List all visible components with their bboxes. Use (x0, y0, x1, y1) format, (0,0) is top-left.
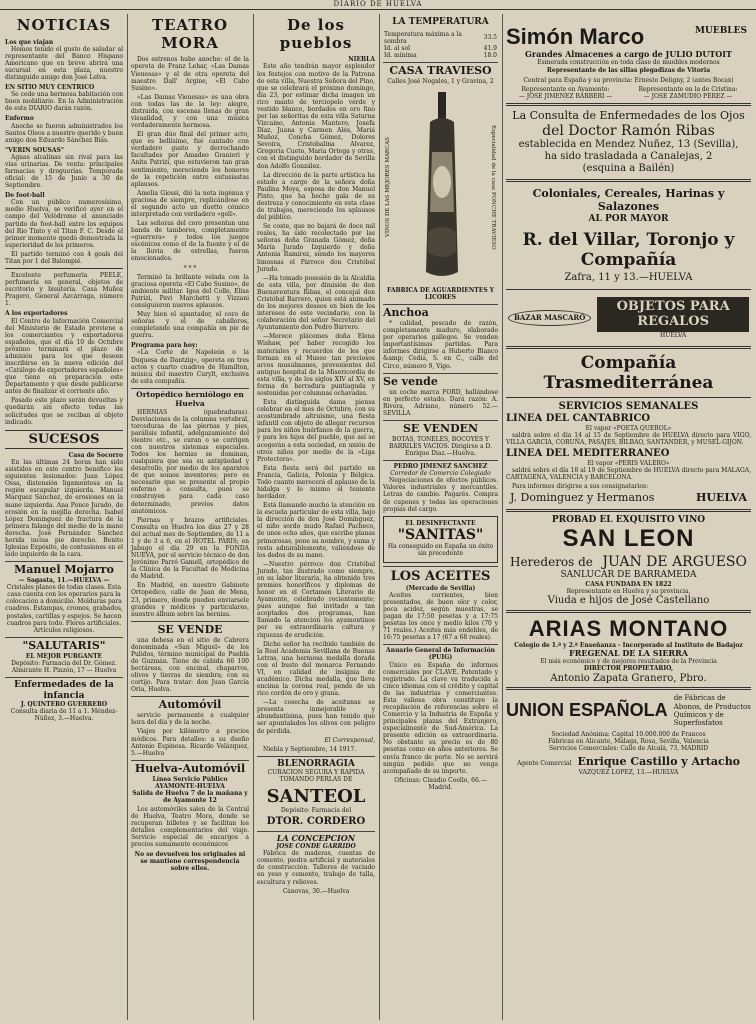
paragraph: Dicho señor ha recibido también de la Real Academia Sevillana de Buenas Letras, una hermosa medalla dorada con el busto del monarca Fernando VI, en calidad de insignia de académico. Dicha medalla, que lleva encima la corona real, pende de un rico cordón de oro y grana. (257, 640, 375, 698)
ad-title: Anchoa (383, 306, 429, 320)
ad-title-union-espanola: UNION ESPAÑOLA (506, 700, 668, 721)
ad-line: Línea Servicio Público (152, 775, 228, 783)
ad-line: Agente Comercial (516, 759, 572, 767)
ad-title: LOS ACEITES (390, 569, 491, 585)
ad-title: Enfermedades de la infancia (14, 679, 114, 701)
subhead: Casa de Socorro (68, 452, 123, 459)
section-title-pueblos: De los pueblos (279, 16, 353, 52)
ad-line: ha sido trasladada a Canalejas, 2 (544, 151, 713, 163)
subhead: "VERIN SOUSAS" (5, 146, 64, 154)
ad-line: JUAN DE ARGUESO (602, 553, 747, 570)
ad-line: La Consulta de Enfermedades de los Ojos (512, 108, 745, 122)
ad-text: HERNIAS (quebraduras). Desviaciones de la columna vertebral, torceduras de las piernas y pies, parálisis infantil, adelgazamiento del vientre etc., se curan o se corrigen con nuestros sistemas especiales. Todos los hernias se dominan, cualquiera que sea su antigüedad y desarrollo, por medio de los aparatos de que somos inventores; pero es necesario que se presente al propio enfermo a consulta, pues se construyen para cada caso determinado, previos datos anatómicos. (131, 408, 249, 515)
ad-text: BOTAS, TONELES, BOCOYES Y BARRILES VACIOS. Dirigirse a D. Enrique Diaz.—Huelva. (388, 435, 493, 458)
ad-line: Zafra, 11 y 13.—HUELVA (564, 272, 693, 284)
cell-label: Id. al sol (384, 44, 411, 52)
ad-line: SANLUCAR DE BARRAMEDA (560, 570, 697, 581)
ad-line: (PUIG) (428, 654, 453, 662)
ad-line: LINEA DEL MEDITERRANEO (506, 447, 670, 459)
paragraph: Dos estrenos hubo anoche: el de la opereta de Franz Lehar, «Las Damas Vienesas» y el de otra opereta del maestro Dall' Argine, «El Cabo Susino». (131, 56, 249, 92)
ad-logo-bazar: BAZAR MASCARÓ (508, 310, 591, 326)
rep-name: — JOSE JIMENEZ BARBERI — (518, 92, 613, 100)
ad-title: Manuel Mojarro (14, 563, 114, 577)
table-row (383, 45, 498, 52)
bottle-illustration (408, 92, 478, 282)
ad-text: servicio permanente a cualquier hora del día y de la noche. (131, 712, 249, 727)
ad-line: establecida en Mendez Nuñez, 13 (Sevilla), (518, 139, 739, 151)
paragraph: —Ha tomado posesión de la Alcaldía de esta villa, por dimisión de don Buenaventura Ribas, el concejal don Cristóbal Barrero, quien está animado de los mejores deseos en bien de los intereses de este vecindario, con la colaboración del señor Secretario del Ayuntamiento don Pedro Barrero. (257, 274, 375, 332)
ad-text: Cánovas, 30.—Huelva (282, 887, 350, 895)
paragraph: El partido terminó con 4 goals del Titan por 1 del Balompié. (5, 250, 123, 265)
subhead: Programa para hoy: (131, 342, 198, 350)
ad-text: No se devuelven los originales ni se mantiene correspondencia sobre ellos. (134, 850, 246, 872)
ad-line: AYAMONTE-HUELVA (155, 782, 225, 790)
ad-text: Calles José Nogales, 1 y Gravina, 2 (387, 77, 494, 85)
ad-title: LA CONCEPCION (276, 832, 356, 843)
ad-title-trasmediterranea: Compañía Trasmediterránea (543, 352, 714, 393)
subhead: Los que viajan (5, 38, 54, 46)
cell-label: Temperatura máxima a la sombra (384, 30, 462, 45)
ad-text: Fábrica de maderas, cuentas de comento, piedra artificial y materiales de construcción. Talleres de vaciado en yeso y cemento, trabajo de talla, escultura y relieves. (257, 850, 375, 886)
ad-line: FREGENAL DE LA SIERRA (569, 647, 688, 658)
paragraph: Con un público numerosísimo, medio Huelva, se verificó ayer en el campo del Velódromo el anunciado partido de foot-ball entre los equipos del Rio Tinto y el Titan F. C. Desde el primer momento quedó demostrada la superioridad de los primeros. (5, 199, 123, 249)
paragraph: —Merece plácemes doña Elena Wishaw, por haber recogido los materiales y recuerdos de los que forman en el Museo tan preciosos arcos musulmanes, provenientes del antiguo hospital de la Misericordia de esta villa, y de los siglos XIV al XV, en forma de herradura puntiaguda y sostenidas por columnas ochavadas. (257, 333, 375, 397)
cell-value: 41.9 (483, 44, 497, 52)
ad-text: Negociaciones de efectos públicos. Valores industriales y mercantiles. Letras de cambio. Pagarés. Compra de cupones y todas las operaciones propias del cargo. (383, 477, 498, 513)
ad-text: un coche marca FORD, hallándose en perfecto estado. Dará razón: A. Rivera, Adriano, número 52.—SEVILLA (383, 388, 498, 417)
ad-line: SERVICIOS SEMANALES (558, 400, 699, 412)
ad-line: LINEA DEL CANTABRICO (506, 412, 651, 424)
ad-line: DIRECTOR PROPIETARIO, (583, 665, 674, 673)
paragraph: La dirección de la parte artística ha estado a cargo de la señora doña Paulina Moya, esposa de don Manuel Pinto, que ha hecho gala de su destreza y conocimiento en esta clase de trabajos, mereciendo los aplausos del público. (257, 171, 375, 222)
ad-line: CASA FUNDADA EN 1822 (585, 580, 672, 588)
ad-text: saldrá sobre el día 18 al 19 de Septiembre de HUELVA directo para MALAGA, CARTAGENA, VALENCIA y BARCELONA. (506, 466, 751, 481)
ad-line: Central para España y su provincia: Ernesto Deligny, 2 (antes Bocax) (523, 76, 734, 84)
paragraph: Anoche se fueron administrados los Santos Oleos a nuestro querido y buen amigo don Eduardo Sánchez Biás. (5, 122, 124, 144)
ad-line: — Sagasta, 11.—HUELVA — (18, 577, 110, 585)
paragraph: —Nuestro pérroco don Cristóbal Jurado, tan ilustrado como siempre, en su labor literaria, ha obtenido tres premios honoríficos y diplomas de honor en el Certamen Literario de Ayamonte, celebrado recientemente; pues aunque fué invitado a tan aceptados dos programas, han llamado la atención los ayamontinos por su extraordinaria cultura y riquezas de erudición. (257, 560, 375, 639)
ad-line: AL POR MAYOR (588, 213, 669, 224)
section-title-sucesos: SUCESOS (5, 430, 123, 449)
signature: El Corresponsal, (324, 736, 375, 744)
ad-text: Depósito: Farmacia del Dr. Gómez. Almirante H. Pinzón, 17 — Huelva (11, 659, 117, 674)
ad-title: SE VENDEN (402, 421, 479, 435)
ad-text: Oficinas: Claudio Coello, 66.—Madrid. (394, 776, 487, 791)
section-title-temperatura: LA TEMPERATURA (392, 17, 489, 27)
ad-title: SE VENDE (157, 622, 223, 636)
ad-title: Ortopédico herniólogo en Huelva (136, 389, 244, 408)
ad-text: Cristales planos de todas clases. Esta casa cuenta con los operarios para la colocación a domicilio. Molduras para cuadros. Estampas, cromos, grabados, postales, cartillas y espejos. Se hacen cuadros para todo. Flores artificiales. Artículos religiosos. (5, 584, 123, 634)
column-teatro (127, 14, 252, 1020)
rep-label: Representante en Ayamonte: (521, 85, 610, 93)
paragraph: Pasado este plazo serán devueltas y quedarán sin efecto todas las solicitudes que se reciban al objeto indicado. (5, 397, 123, 426)
section-title-teatro: TEATRO MORA (151, 16, 229, 52)
column-noticias (2, 14, 126, 1020)
ad-line: Herederos de (510, 554, 593, 569)
rep-name: — JOSE ZAMUDIO PEREZ — (643, 92, 733, 100)
ad-line: HUELVA (660, 331, 687, 339)
paragraph: Esta distinguida dama piensa celebrar en el mes de Octubre, con su acostumbrado altruismo, una fiesta infantil con objeto de allegar recursos para los niños huérfanos de la guerra, y para los hijos del pueblo, que así se acogerán a esta sociedad, en unión de otros niños por medio de la «Liga Protectora». (257, 399, 375, 463)
subhead: De foot-ball (5, 192, 45, 200)
ad-text: Único en España de informes comerciales por CLAVE. Patentado y registrado. La clave va traducida a cinco idiomas con el crédito y capital de las industrias y comerciantes. Esta valiosa obra constituye la recopilación de referencias sobre el Comercio y la Industria de España y principales plazas del Extranjero, especialmente de Sud-América. La presente edición es extraordinaria. No obstante su precio es de 80 pesetas como en años anteriores. Se envía franco de porte. No se servirá ningún pedido que no venga acompañado de su importe. (383, 661, 498, 775)
ad-line: Colegio de 1.ª y 2.ª Enseñanza - Incorporado al Instituto de Badajoz (514, 641, 743, 649)
ad-line: Representante en Huelva y su provincia, (566, 588, 691, 595)
ad-line: Coloniales, Cereales, Harinas y Salazones (532, 186, 725, 213)
subhead: NIEBLA (348, 56, 375, 64)
ad-line: Esmerada construcción en toda clase de muebles modernos (537, 59, 720, 67)
ad-title: CASA TRAVIESO (389, 63, 492, 77)
ad-line: del Doctor Ramón Ribas (542, 122, 715, 139)
ad-line: El más económico y de mejores resultados de la Provincia (540, 658, 717, 666)
paragraph: Amelia Giossi, dió la nota ingénua y graciosa de siempre, replicándose en el segundo acto un duetto cómico interpretado con verdadero «gell». (131, 189, 249, 219)
ad-line: HUELVA (695, 490, 747, 504)
paragraph: Está llamando mucho la atención en la escuela particular de esta villa, bajo la dirección de don José Domínguez, el niño sordo mudo Rafael Pacheco, de unos ocho años, que escribe planas primorosas, pone su nombre, y suma y resta admirablemente, valiéndose de los dedos de su mano. (257, 502, 375, 559)
ad-text: Piernas y brazos artificiales. Consulta en Huelva los días 27 y 28 del actual mes de Septiembre, de 11 a 1 y de 3 a 6, en el HOTEL PARIS; en Jabugo el día 29 en la FONDA NUEVA, por el servicio técnico de don Jerónimo Parró Gamell, ortopédico de la Clínica de la Facultad de Medicina de Madrid. (131, 516, 249, 581)
ad-title: Huelva-Automóvil (134, 761, 246, 775)
cell-value: 18.0 (483, 51, 497, 59)
paragraph: Muy bien el apuntador, el coro de señoras y el de caballeros, completando una compañía en pie de guerra. (131, 311, 249, 340)
section-title-noticias: NOTICIAS (16, 16, 112, 34)
ad-line: Fábricas en Alicante, Málaga, Rosa, Sevilla, Valencia (548, 738, 709, 746)
ad-text: Consulta diaria de 11 a 1. Méndez-Núñez, 3.—Huelva. (10, 708, 118, 723)
table-row (383, 31, 498, 45)
ad-text: Salida de Huelva 7 de la mañana y de Ayamonte 12 (132, 789, 248, 804)
paragraph: El Centro de Información Comercial del Ministerio de Estado previene a los comerciantes y exportadores españoles, que el día 10 de Octubre próximo terminará el plazo de admisión para los que deseen inscribirse en la nueva edición del «Catálogo de exportadores españoles» que tiene en preparación este Departamento y que desde publicarse antes de finalizar el corriente año. (5, 317, 123, 396)
ad-text: una dehesa en el sitio de Cabrera denominada «San Miguel» de los Pulidos, término municipal de Puebla de Guzmán. Tiene de cabida 66 100 hectáreas, con encinal, chaparros, olivos y tierras de siembra; con su cortijo. Para tratar: don Juan García Oria, Huelva. (131, 636, 249, 694)
masthead: DIARIO DE HUELVA (0, 0, 756, 10)
ad-line: El vapor «POETA QUEROL» (585, 424, 672, 432)
ad-title: EL DESINFECTANTE (405, 519, 476, 527)
ad-text: CURACION SEGURA Y RAPIDA TOMANDO PERLAS DE (267, 769, 365, 784)
paragraph: «La Corte de Napoleón o la Duquesa de Dantzig», opereta en tres actos y cuarto cuadros de Hamilton, música del maestro Curylt, exclusiva de esta compañía. (131, 349, 249, 385)
ad-line: Antonio Zapata Granero, Pbro. (550, 672, 707, 684)
ad-brand-san-leon: SAN LEON (562, 525, 695, 553)
paragraph: Se cede una hermosa habitación con buen mobiliario. En la Administración de este DIARIO darán razón. (5, 91, 123, 113)
ad-title: Automóvil (158, 698, 222, 712)
ad-text: Ha conseguido en España un éxito sin precedente (387, 543, 494, 558)
paragraph: Hemos tenido el gusto de saludar al representante del Banco Hispano Americano que en breve abrirá una sucursal en esta plaza, nuestro distinguido amigo don José Lelva. (5, 45, 123, 82)
subhead: Enfermo (5, 115, 34, 123)
ad-text: Viajes por kilómetro a precios módicos. Para detalles: a su dueño Antonio Espinosa. Ricardo Velázquez, 5.—Huelva (131, 728, 249, 757)
ad-text: Para informes dirigirse a sus consignatarios: (512, 482, 649, 490)
paragraph: —La cosecha de aceitunas se presenta inmejorable y abundantísima, pues han tenido que ser apuntalados los olivos con peligro de pérdida. (257, 699, 375, 735)
cell-value: 33.5 (483, 34, 497, 42)
ad-line: Corredor de Comercio Colegiado (390, 470, 491, 478)
column-pueblos (253, 14, 378, 1020)
ad-line: Enrique Castillo y Artacho (577, 754, 741, 768)
paragraph: Terminó la brillante velada con la graciosa opereta «El Cabo Susino», de ambiente militar. Igea del Colle, Elisa Patrizi, Pavi Marchetti y Vizzani consiguieron nuevos aplausos. (131, 273, 249, 309)
ad-line: (esquina a Bailén) (582, 162, 675, 174)
ad-line: JOSE CONDE GARRIDO (276, 843, 356, 851)
ad-title: PEDRO JIMENEZ SANCHEZ (393, 463, 488, 471)
ad-title: BLENORRAGIA (277, 758, 355, 769)
ad-text: Los automóviles salen de la Central de Huelva, Teatro Mora, donde se recuperan billetes y se facilitan los detalles complementarios del viaje. Servicio especial de encargos a precios sumamente económicos (131, 806, 249, 849)
ad-title-simon-marco: Simón Marco (506, 24, 645, 49)
ad-tag: MUEBLES (695, 26, 747, 36)
ad-side-text: Especialidad de la casa PONCHE TRAVIESO (490, 124, 496, 250)
ad-title: Se vende (383, 374, 438, 388)
ad-text: FABRICA DE AGUARDIENTES Y LICORES (386, 286, 495, 302)
ad-line: Representante de las sillas plegadizas de Vitoria (546, 66, 711, 74)
ad-line: OBJETOS PARA REGALOS (597, 297, 749, 332)
ad-line: Sociedad Anónima: Capital 10.000.000 de Francos (551, 731, 706, 739)
paragraph: En las últimas 24 horas han sido asistidos en este centro benéfico los siguientes lesionados: Juan López Ossa, distensión ligamentosa en la región escapular izquierda. Manuel Marquez Sánchez, de erosiones en la mano izquierda. Ana Ponce Jurado, de erosión en la mejilla derecha. Isabel López Domínguez de fractura de la primera falange del medio de la mano derecha. José Pernández Sánchez herida incisa pie derecho. Benito Iglesias Expósito, de contusiones en el lado izquierdo de la cara. (5, 459, 123, 559)
paragraph: Se coste, que no bajará de doce mil reales, ha sido recolectado por las señoras doña Granada Gómez, doña María Jurado Izquierdo y doña Antonia Ramírez, siendo los mayores limosnas el Párroco don Cristóbal Jurado. (257, 223, 375, 273)
ad-text: En Madrid, en nuestro Gabinete Ortopédico, calle de Juan de Mena, 23, primero, donde pueden enviarsele grandes y médicos y particulares, nuestro álbum sobre las hernias. (131, 582, 249, 618)
ad-text: saldrá sobre el día 14 al 15 de Septiembre de HUELVA directo para VIGO, VILLA GARCIA, CORUÑA, PASAJES, BILBAO, SANTANDER, y MUSEL-GIJON. (506, 431, 751, 446)
divider (5, 268, 123, 269)
ad-text: * calidad, pescado de razón, completamente maduro, elaborado por operarios gallegos. Se venden importantísimas partidas. Para informes dirigirse a Huberto Blanco &amp; Cedía, S. en C., calle del Circo, número 9, Vigo. (383, 320, 498, 370)
paragraph: Este año tendrán mayor esplendor los festejos con motivo de la Patrona de esta villa, Nuestra Señora del Pino, que se celebrará el próximo domingo, día 23, por estimar dicha imagen un rico manto de terciopelo verde y vestido blanco, bordados en oro fino por las señoritas de esta villa Saturna Vizcaíno, Antonia Mantero, Josefa Díaz, Juana y Carmen Alés, Mariá Muñoz, Concha Gómez, Dolores Sevoira, Cristobalina Alvarez, Gregoria Cueto, María Ortega y otras, con el distinguido bordador de Sevilla don Adolfo González. (257, 63, 375, 170)
ad-line: (Mercado de Sevilla) (405, 584, 476, 592)
paragraph: Aguas alcalinas sin rival para las vías urinarias. De venta: principales farmacias y droguerías. Temporada oficial: de 15 de Junio a 30 de Septiembre. (5, 153, 123, 190)
temperature-table (383, 31, 498, 59)
paragraph: Esta fiesta será del partido en Francia, Galicia, Polonia y Bélgica. Todo cuanto merecerá el aplauso de la hidalga y lo mismo el teniente bordador. (257, 464, 375, 501)
paragraph: Las señoras del coro presentan una banda de tambores, completamente «guerrera» y todos los juegos escénicos como el de la fuente y el de la lluvia de estrellas, fueron emocionados. (131, 220, 249, 263)
ad-line: Grandes Almacenes a cargo de JULIO DUTOIT (525, 49, 732, 59)
column-temperatura (379, 14, 501, 1020)
ad-line: EL MEJOR PURGANTE (25, 652, 103, 660)
ad-brand: "SANITAS" (397, 526, 484, 543)
paragraph: «Las Damas Vienesas» es una obra con todas las de la ley: alegre, distraída, con escenas llenas de gran visualidad, y con una música verdaderamente hermosa. (131, 93, 249, 130)
ad-title-arias-montano: ARIAS MONTANO (528, 615, 729, 641)
ad-line: PROBAD EL EXQUISITO VINO (551, 514, 706, 525)
ad-line: J. QUINTERO GUERRERO (20, 701, 108, 709)
ad-line: R. del Villar, Toronjo y Compañía (522, 230, 735, 271)
subhead: EN SITIO MUY CENTRICO (5, 84, 95, 92)
ad-line: VAZQUEZ LOPEZ, 13.—HUELVA (578, 768, 679, 776)
ad-brand: SANTEOL (266, 785, 366, 807)
ad-line: Viuda e hijos de José Castellano (547, 595, 710, 607)
subhead: A los exportadores (5, 310, 68, 318)
dateline: Niebla y Septiembre, 14 1917. (263, 745, 357, 753)
representatives-table (506, 86, 751, 100)
separator: * * * (183, 264, 197, 272)
ad-line: Servicios Comerciales: Calle de Alcalá, 73, MADRID (548, 745, 709, 753)
ad-side-text: VINOS DE LAS MEJORES MARCAS (385, 136, 391, 237)
ad-text: Depósito: Farmacia del (280, 806, 352, 814)
ad-line: de Fábricas de Abonos, de Productos Químicos y de Superfosfatos (673, 694, 751, 728)
ad-line: J. Dominguez y Hermanos (510, 490, 655, 504)
column-advertisements (502, 14, 754, 1020)
ad-brand: DTOR. CORDERO (266, 815, 366, 827)
table-row (383, 52, 498, 59)
ad-line: El vapor «PERIS VALERO» (587, 459, 670, 467)
ad-text: Aceites corrientes, bien presentados, de buen olor y color, poca acidez, según muestras, se pagan de 17:50 pesetas y a 17:75 pesetas los once y medio kilos (70 y 71 reales.) Aceites más endebles, de 16:75 pesetas a 17 (67 a 68 reales). (383, 591, 498, 642)
paragraph: Excelente perfumería PEELE, perfumería en general, objetos de escritorio y bisutería. Casa Muñoz Pragero, General Azcárraga, número 1. (5, 272, 123, 308)
paragraph: El gran dúo final del primer acto, que es bellísimo, fué cantado con verdadero gusto y derrochando facultades por Amadeo Granieri y Anita Patrizi, que estuvieron tan gran sentimiento, mereciendo los honores de la repetición entre entusiastas aplausos. (131, 131, 249, 188)
rep-label: Representante en la de Cristina: (638, 85, 738, 93)
ad-title: Anuario General de Información (386, 647, 495, 655)
cell-label: Id. mínima (384, 51, 417, 59)
ad-title: "SALUTARIS" (22, 638, 106, 652)
